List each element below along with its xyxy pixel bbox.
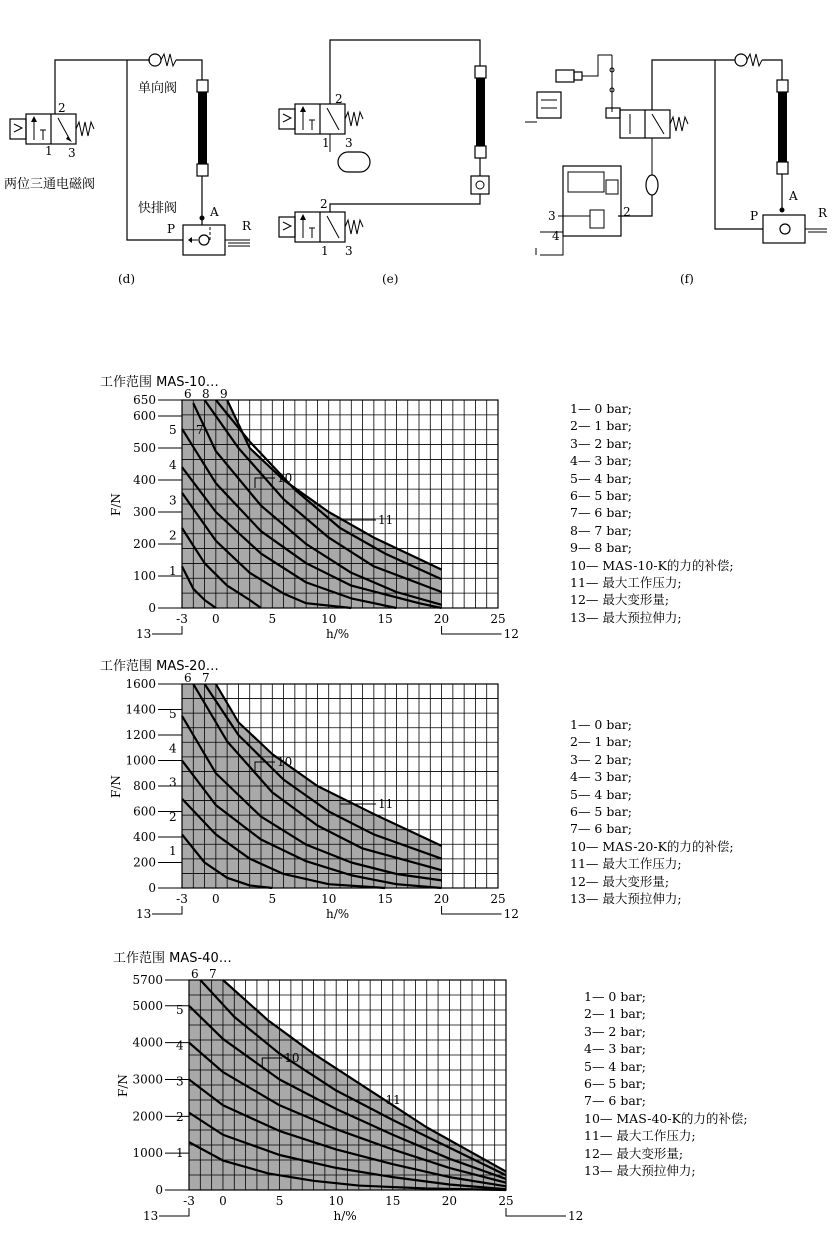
chart-3 [113, 951, 583, 1223]
legend-item: 10— MAS-10-K的力的补偿; [570, 557, 734, 573]
y-tick-label: 200 [133, 537, 156, 551]
left-curve-label: 4 [169, 741, 177, 756]
port-3-label: 3 [68, 146, 76, 160]
chart-2 [100, 659, 519, 921]
x-tick-label: 10 [328, 1194, 344, 1208]
x-tick-label: 5 [268, 892, 277, 906]
caption-f: (f) [680, 272, 694, 286]
legend-item: 5— 4 bar; [570, 470, 632, 486]
top-curve-label: 8 [202, 387, 210, 401]
y-tick-label: 500 [133, 441, 156, 455]
quick-exhaust-label: 快排阀 [138, 201, 178, 216]
x-tick-label: 5 [275, 1194, 284, 1208]
svg-text:R: R [818, 206, 828, 220]
svg-text:A: A [789, 189, 798, 203]
left-curve-label: 3 [169, 493, 177, 508]
port-2-label: 2 [58, 101, 66, 115]
legend-item: 2— 1 bar; [570, 734, 632, 750]
legend-item: 12— 最大变形量; [570, 873, 670, 889]
left-curve-label: 3 [176, 1074, 184, 1089]
left-curve-label: 4 [169, 458, 177, 473]
top-curve-label: 7 [202, 671, 210, 685]
legend-item: 7— 6 bar; [570, 821, 632, 837]
x-tick-label: 25 [498, 1194, 514, 1208]
x-axis-label: h/% [326, 627, 350, 641]
legend-item: 6— 5 bar; [570, 804, 632, 820]
legend-item: 6— 5 bar; [584, 1076, 646, 1092]
legend-mas-10 [570, 400, 734, 626]
top-curve-label: 9 [220, 387, 228, 401]
legend-item: 13— 最大预拉伸力; [584, 1163, 696, 1179]
y-tick-label: 0 [148, 601, 156, 615]
callout-10: 10 [277, 755, 293, 769]
callout-13: 13 [136, 627, 152, 641]
y-tick-label: 600 [133, 409, 156, 423]
svg-text:1: 1 [321, 244, 329, 258]
check-valve-label: 单向阀 [138, 81, 178, 96]
legend-item: 3— 2 bar; [570, 435, 632, 451]
left-curve-label: 1 [176, 1145, 184, 1160]
y-tick-label: 600 [133, 804, 156, 819]
y-tick-label: 5700 [132, 973, 163, 987]
callout-13-line [159, 1208, 189, 1216]
y-tick-label: 300 [133, 505, 156, 519]
y-tick-label: 5000 [132, 998, 163, 1013]
callout-11: 11 [378, 513, 394, 527]
callout-13-line [152, 906, 182, 914]
x-tick-label: 20 [433, 612, 450, 626]
callout-11: 11 [378, 797, 394, 811]
x-tick-label: 15 [377, 612, 393, 626]
x-tick-label: -3 [176, 892, 188, 906]
legend-item: 3— 2 bar; [584, 1023, 646, 1039]
left-curve-label: 4 [176, 1038, 184, 1053]
svg-text:2: 2 [335, 92, 343, 106]
x-tick-label: 20 [441, 1194, 458, 1208]
legend-mas-20 [570, 716, 734, 907]
svg-text:2: 2 [623, 205, 631, 219]
chart-title: 工作范围 MAS-10… [100, 375, 219, 390]
port-R-label: R [242, 219, 252, 233]
x-tick-label: 25 [490, 612, 506, 626]
svg-text:2: 2 [320, 197, 328, 211]
y-axis-label: F/N [116, 1074, 130, 1097]
chart-title: 工作范围 MAS-20… [100, 659, 219, 674]
top-curve-label: 6 [184, 671, 192, 685]
callout-10: 10 [284, 1051, 300, 1065]
port-A-label: A [210, 205, 219, 219]
top-curve-label: 7 [209, 967, 217, 981]
callout-12-line [442, 626, 502, 634]
x-tick-label: 15 [377, 892, 393, 906]
chart-1 [100, 375, 519, 641]
legend-item: 7— 6 bar; [570, 505, 632, 521]
y-tick-label: 800 [133, 779, 156, 793]
x-tick-label: -3 [183, 1194, 195, 1208]
callout-13-line [152, 626, 182, 634]
left-curve-label: 3 [169, 775, 177, 790]
legend-item: 11— 最大工作压力; [584, 1128, 696, 1144]
callout-10: 10 [277, 471, 293, 485]
legend-mas-40 [584, 988, 748, 1179]
legend-item: 3— 2 bar; [570, 751, 632, 767]
callout-12-line [506, 1208, 566, 1216]
y-tick-label: 1200 [125, 728, 156, 742]
left-curve-label: 5 [169, 423, 177, 437]
x-axis-label: h/% [326, 907, 350, 921]
legend-item: 5— 4 bar; [570, 786, 632, 802]
svg-text:1: 1 [322, 136, 330, 150]
y-tick-label: 0 [148, 881, 156, 895]
chart-title: 工作范围 MAS-40… [113, 951, 232, 966]
y-tick-label: 400 [133, 830, 156, 844]
callout-12: 12 [503, 907, 519, 921]
legend-item: 13— 最大预拉伸力; [570, 609, 682, 625]
legend-item: 13— 最大预拉伸力; [570, 891, 682, 907]
left-curve-label: 2 [169, 528, 177, 543]
callout-12: 12 [568, 1209, 584, 1223]
left-curve-label: 2 [169, 809, 177, 824]
legend-item: 11— 最大工作压力; [570, 575, 682, 591]
legend-item: 10— MAS-20-K的力的补偿; [570, 838, 734, 854]
legend-item: 12— 最大变形量; [570, 592, 670, 608]
svg-text:4: 4 [552, 229, 560, 243]
legend-item: 9— 8 bar; [570, 540, 632, 556]
top-curve-label: 6 [191, 967, 199, 981]
caption-d: (d) [118, 272, 136, 286]
caption-e: (e) [382, 272, 399, 286]
x-tick-label: 25 [490, 892, 506, 906]
solenoid-valve-label: 两位三通电磁阀 [4, 177, 96, 192]
x-tick-label: -3 [176, 612, 188, 626]
y-tick-label: 1600 [125, 677, 156, 691]
legend-item: 4— 3 bar; [570, 453, 632, 469]
svg-text:3: 3 [345, 136, 353, 150]
port-P-label: P [167, 222, 176, 236]
callout-12-line [442, 906, 502, 914]
y-tick-label: 1400 [125, 702, 156, 717]
svg-text:3: 3 [548, 209, 556, 223]
legend-item: 1— 0 bar; [570, 717, 632, 732]
curve-label-7: 7 [196, 423, 204, 437]
callout-13: 13 [136, 907, 152, 921]
y-tick-label: 1000 [132, 1146, 163, 1161]
y-tick-label: 1000 [125, 753, 156, 768]
x-tick-label: 10 [321, 892, 337, 906]
legend-item: 4— 3 bar; [584, 1041, 646, 1057]
legend-item: 8— 7 bar; [570, 522, 632, 538]
callout-13: 13 [143, 1209, 159, 1223]
y-tick-label: 650 [133, 393, 156, 407]
x-tick-label: 15 [385, 1194, 401, 1208]
callout-12: 12 [503, 627, 519, 641]
x-tick-label: 5 [268, 612, 277, 626]
legend-item: 4— 3 bar; [570, 769, 632, 785]
top-curve-label: 6 [184, 387, 192, 401]
y-tick-label: 0 [155, 1183, 163, 1197]
y-axis-label: F/N [109, 493, 123, 516]
legend-item: 10— MAS-40-K的力的补偿; [584, 1110, 748, 1126]
svg-text:3: 3 [345, 244, 353, 258]
legend-item: 12— 最大变形量; [584, 1145, 684, 1161]
y-axis-label: F/N [109, 775, 123, 798]
x-tick-label: 20 [433, 892, 450, 906]
callout-11: 11 [385, 1093, 401, 1107]
left-curve-label: 1 [169, 844, 177, 859]
left-curve-label: 5 [169, 707, 177, 721]
left-curve-label: 2 [176, 1110, 184, 1125]
x-tick-label: 0 [219, 1194, 227, 1208]
legend-item: 1— 0 bar; [584, 989, 646, 1004]
port-1-label: 1 [45, 144, 53, 158]
y-tick-label: 200 [133, 855, 156, 870]
legend-item: 7— 6 bar; [584, 1093, 646, 1109]
svg-text:P: P [750, 209, 759, 223]
left-curve-label: 1 [169, 563, 177, 578]
y-tick-label: 2000 [132, 1109, 163, 1124]
legend-item: 2— 1 bar; [584, 1006, 646, 1022]
legend-item: 2— 1 bar; [570, 418, 632, 434]
x-tick-label: 10 [321, 612, 337, 626]
y-tick-label: 400 [133, 473, 156, 487]
y-tick-label: 3000 [132, 1072, 163, 1087]
x-tick-label: 0 [212, 612, 220, 626]
left-curve-label: 5 [176, 1003, 184, 1017]
y-tick-label: 100 [133, 569, 156, 583]
legend-item: 5— 4 bar; [584, 1058, 646, 1074]
legend-item: 1— 0 bar; [570, 401, 632, 416]
x-axis-label: h/% [333, 1209, 357, 1223]
x-tick-label: 0 [212, 892, 220, 906]
legend-item: 11— 最大工作压力; [570, 856, 682, 872]
legend-item: 6— 5 bar; [570, 488, 632, 504]
y-tick-label: 4000 [132, 1035, 163, 1050]
